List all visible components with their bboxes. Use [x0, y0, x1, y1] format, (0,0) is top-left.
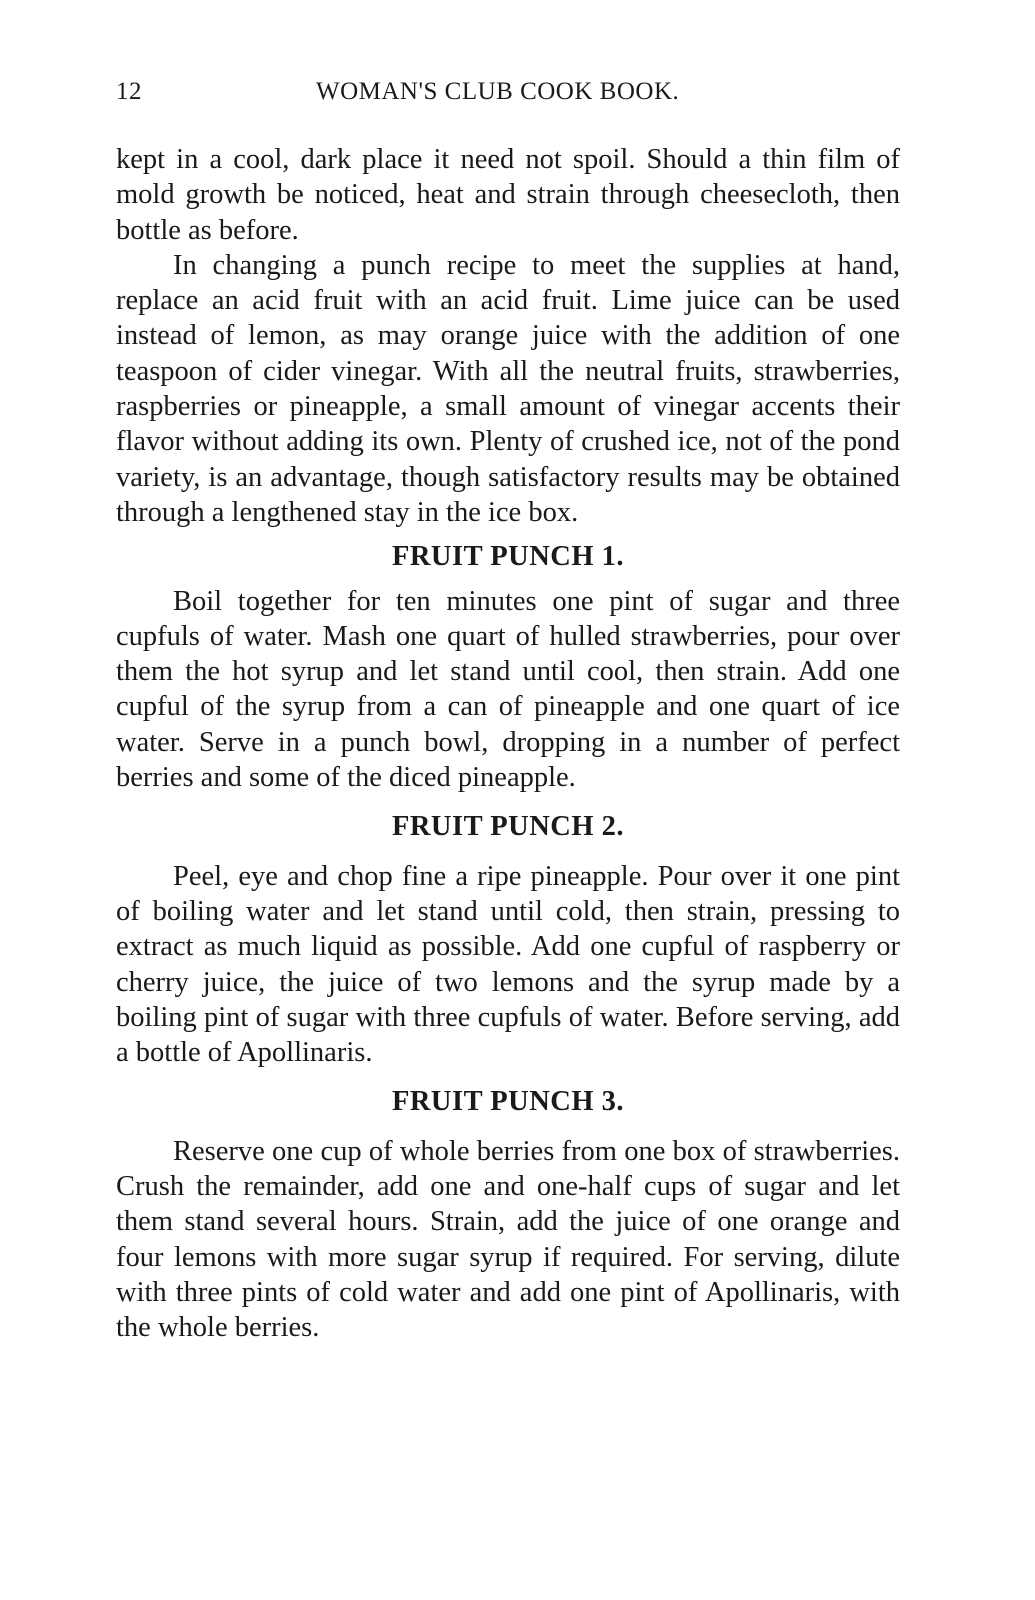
recipe-heading-fruit-punch-1: FRUIT PUNCH 1.	[391, 541, 625, 573]
recipe-substitution-paragraph: In changing a punch recipe to meet the supplies at hand, replace an acid fruit with an acid fruit. Lime juice can be used instead of lemon, as may orange juice with the addition of one teaspoon of cider vinegar. With all the neutral fruits, strawberries, raspberries or pineapple, a small amount of vinegar accents their flavor without adding its own. Plenty of crushed ice, not of the pond variety, is an advantage, though satisfactory results may be obtained through a lengthened stay in the ice box.	[116, 249, 900, 528]
running-title: WOMAN'S CLUB COOK BOOK.	[316, 78, 680, 105]
recipe-text-fruit-punch-2: Peel, eye and chop fine a ripe pineapple. Pour over it one pint of boiling water and let stand until cold, then strain, pressing to extract as much liquid as possible. Add one cupful of raspberry or cherry juice, the juice of two lemons and the syrup made by a boiling pint of sugar with three cupfuls of water. Before serving, add a bottle of Apollinaris.	[116, 860, 900, 1069]
running-head	[116, 78, 900, 114]
continuation-paragraph: kept in a cool, dark place it need not spoil. Should a thin film of mold growth be noticed, heat and strain through cheesecloth, then bottle as before.	[116, 144, 900, 246]
recipe-text-fruit-punch-3: Reserve one cup of whole berries from one box of strawberries. Crush the remainder, add one and one-half cups of sugar and let them stand several hours. Strain, add the juice of one orange and four lemons with more sugar syrup if required. For serving, dilute with three pints of cold water and add one pint of Apollinaris, with the whole berries.	[116, 1135, 900, 1344]
recipe-heading-fruit-punch-3: FRUIT PUNCH 3.	[391, 1086, 625, 1118]
text-body	[116, 142, 900, 1346]
page-number: 12	[116, 78, 142, 105]
recipe-heading-fruit-punch-2: FRUIT PUNCH 2.	[391, 811, 625, 843]
recipe-text-fruit-punch-1: Boil together for ten minutes one pint of sugar and three cupfuls of water. Mash one quart of hulled strawberries, pour over them the hot syrup and let stand until cool, then strain. Add one cupful of the syrup from a can of pineapple and one quart of ice water. Serve in a punch bowl, dropping in a number of perfect berries and some of the diced pineapple.	[116, 585, 900, 794]
